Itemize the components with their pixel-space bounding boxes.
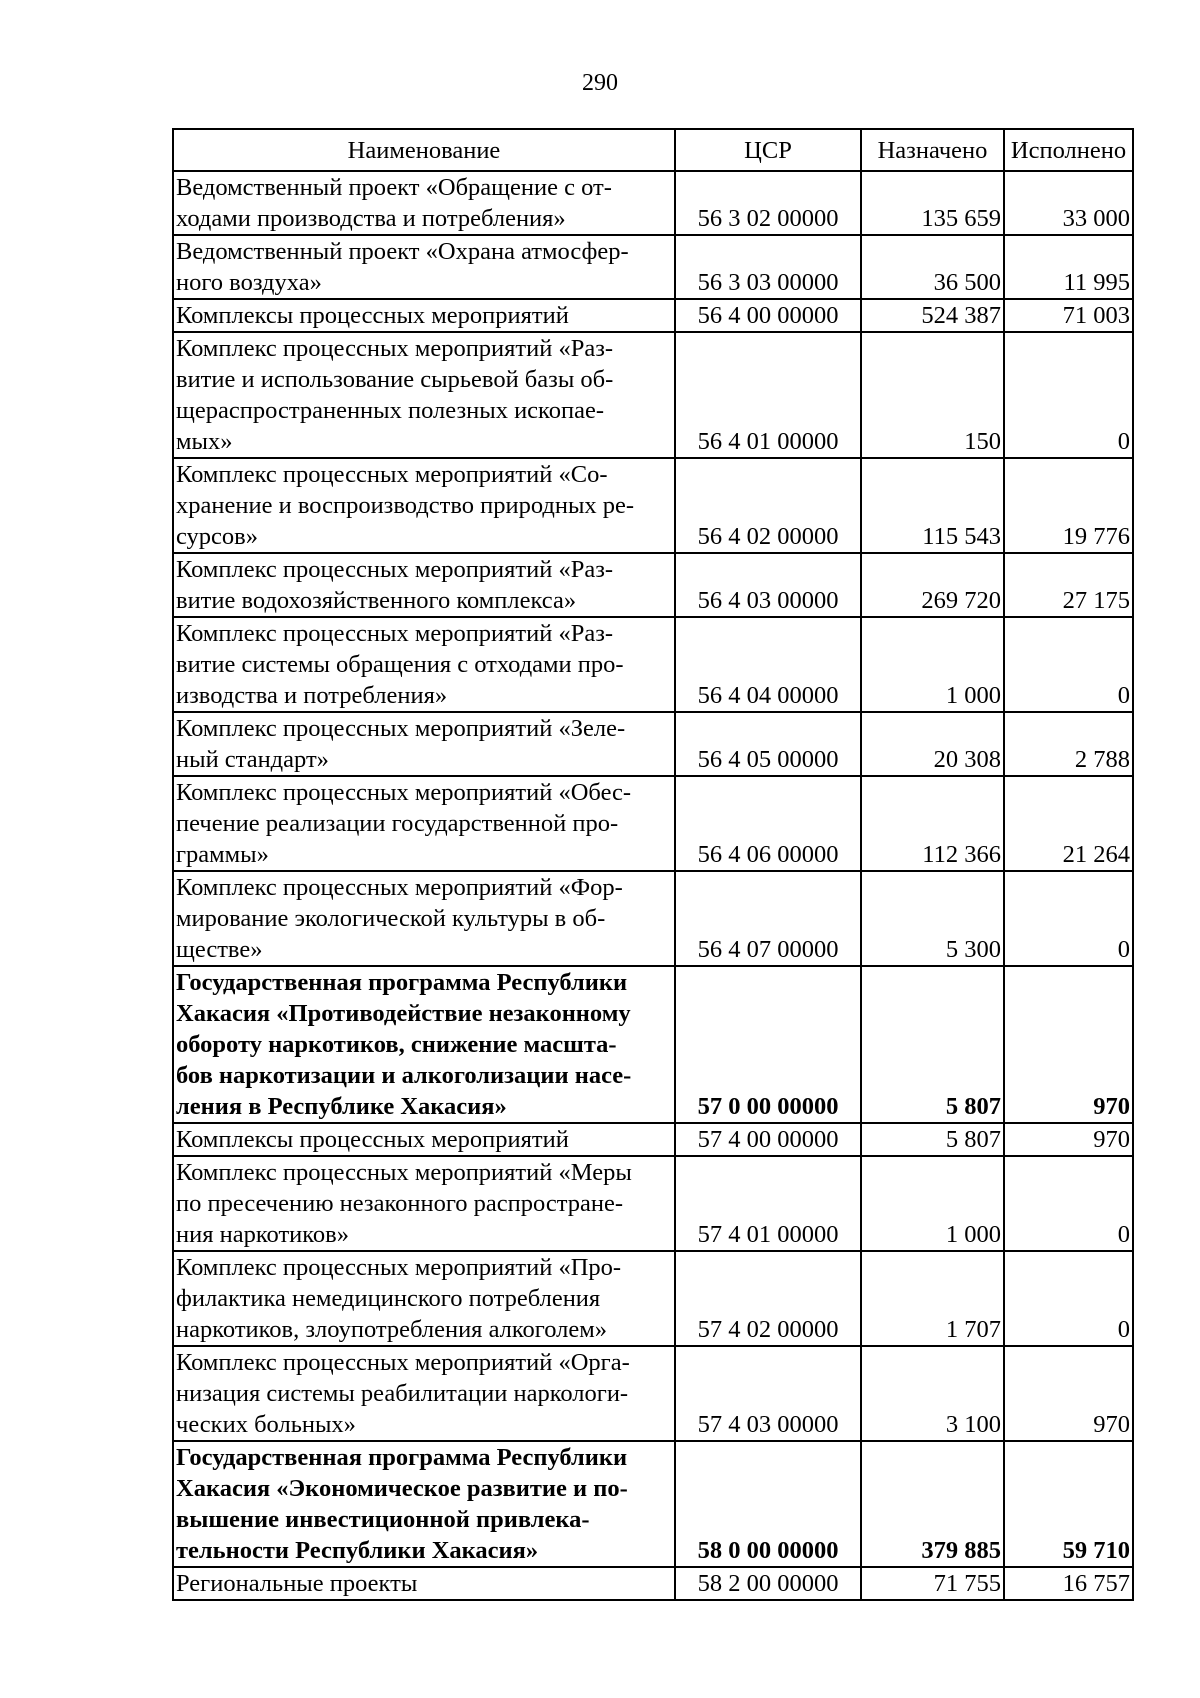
row-executed: 71 003 xyxy=(1004,299,1133,332)
table-body xyxy=(173,171,1133,1600)
row-executed: 27 175 xyxy=(1004,553,1133,617)
row-csr: 56 4 00 00000 xyxy=(675,299,861,332)
row-name: Комплексы процессных мероприятий xyxy=(173,1123,675,1156)
row-csr: 56 4 02 00000 xyxy=(675,458,861,553)
row-assigned: 3 100 xyxy=(861,1346,1004,1441)
table-row xyxy=(173,171,1133,235)
row-csr: 56 4 06 00000 xyxy=(675,776,861,871)
row-name: Комплекс процессных мероприятий «Орга- низация системы реабилитации наркологи- ческих больных» xyxy=(173,1346,675,1441)
row-assigned: 71 755 xyxy=(861,1567,1004,1600)
header-executed: Исполнено xyxy=(1004,129,1133,171)
header-csr: ЦСР xyxy=(675,129,861,171)
row-assigned: 36 500 xyxy=(861,235,1004,299)
table-row xyxy=(173,458,1133,553)
row-assigned: 150 xyxy=(861,332,1004,458)
row-assigned: 20 308 xyxy=(861,712,1004,776)
row-name: Комплексы процессных мероприятий xyxy=(173,299,675,332)
row-name: Комплекс процессных мероприятий «Зеле- ный стандарт» xyxy=(173,712,675,776)
table-row xyxy=(173,712,1133,776)
row-executed: 21 264 xyxy=(1004,776,1133,871)
row-executed: 2 788 xyxy=(1004,712,1133,776)
table-row xyxy=(173,966,1133,1123)
row-name: Государственная программа Республики Хакасия «Противодействие незаконному обороту наркотиков, снижение масшта- бов наркотизации и алкоголизации насе- ления в Республике Хакасия» xyxy=(173,966,675,1123)
table-row xyxy=(173,1156,1133,1251)
row-executed: 0 xyxy=(1004,332,1133,458)
row-name: Комплекс процессных мероприятий «Раз- витие системы обращения с отходами про- изводства и потребления» xyxy=(173,617,675,712)
header-name: Наименование xyxy=(173,129,675,171)
table-row xyxy=(173,1346,1133,1441)
row-csr: 57 4 00 00000 xyxy=(675,1123,861,1156)
table-row xyxy=(173,1567,1133,1600)
row-csr: 56 4 01 00000 xyxy=(675,332,861,458)
row-executed: 970 xyxy=(1004,1123,1133,1156)
row-csr: 56 4 07 00000 xyxy=(675,871,861,966)
row-assigned: 269 720 xyxy=(861,553,1004,617)
row-assigned: 1 000 xyxy=(861,617,1004,712)
row-executed: 0 xyxy=(1004,1156,1133,1251)
row-executed: 970 xyxy=(1004,1346,1133,1441)
table-header-row xyxy=(173,129,1133,171)
row-assigned: 5 807 xyxy=(861,966,1004,1123)
row-assigned: 135 659 xyxy=(861,171,1004,235)
row-assigned: 112 366 xyxy=(861,776,1004,871)
table-row xyxy=(173,1123,1133,1156)
row-assigned: 5 807 xyxy=(861,1123,1004,1156)
row-name: Ведомственный проект «Обращение с от- ходами производства и потребления» xyxy=(173,171,675,235)
table-row xyxy=(173,332,1133,458)
row-csr: 56 4 03 00000 xyxy=(675,553,861,617)
row-name: Ведомственный проект «Охрана атмосфер- ного воздуха» xyxy=(173,235,675,299)
row-csr: 57 0 00 00000 xyxy=(675,966,861,1123)
row-executed: 0 xyxy=(1004,871,1133,966)
header-assigned: Назначено xyxy=(861,129,1004,171)
row-executed: 0 xyxy=(1004,617,1133,712)
row-csr: 56 3 03 00000 xyxy=(675,235,861,299)
table-row xyxy=(173,776,1133,871)
row-name: Комплекс процессных мероприятий «Раз- витие и использование сырьевой базы об- щераспространенных полезных ископае- мых» xyxy=(173,332,675,458)
row-csr: 57 4 03 00000 xyxy=(675,1346,861,1441)
row-csr: 56 4 05 00000 xyxy=(675,712,861,776)
row-csr: 57 4 01 00000 xyxy=(675,1156,861,1251)
row-executed: 0 xyxy=(1004,1251,1133,1346)
table-row xyxy=(173,553,1133,617)
table-row xyxy=(173,299,1133,332)
row-assigned: 1 707 xyxy=(861,1251,1004,1346)
row-csr: 56 4 04 00000 xyxy=(675,617,861,712)
table-row xyxy=(173,871,1133,966)
row-executed: 19 776 xyxy=(1004,458,1133,553)
row-csr: 58 0 00 00000 xyxy=(675,1441,861,1567)
budget-table xyxy=(172,128,1134,1601)
row-csr: 58 2 00 00000 xyxy=(675,1567,861,1600)
row-assigned: 115 543 xyxy=(861,458,1004,553)
row-name: Региональные проекты xyxy=(173,1567,675,1600)
row-assigned: 379 885 xyxy=(861,1441,1004,1567)
row-name: Комплекс процессных мероприятий «Раз- витие водохозяйственного комплекса» xyxy=(173,553,675,617)
row-assigned: 524 387 xyxy=(861,299,1004,332)
row-name: Комплекс процессных мероприятий «Меры по пресечению незаконного распростране- ния наркотиков» xyxy=(173,1156,675,1251)
row-name: Комплекс процессных мероприятий «Про- филактика немедицинского потребления наркотиков, злоупотребления алкоголем» xyxy=(173,1251,675,1346)
row-csr: 57 4 02 00000 xyxy=(675,1251,861,1346)
row-name: Комплекс процессных мероприятий «Фор- мирование экологической культуры в об- ществе» xyxy=(173,871,675,966)
page-number: 290 xyxy=(582,70,618,96)
table-row xyxy=(173,1251,1133,1346)
row-executed: 970 xyxy=(1004,966,1133,1123)
table-row xyxy=(173,617,1133,712)
row-assigned: 1 000 xyxy=(861,1156,1004,1251)
table-row xyxy=(173,1441,1133,1567)
row-csr: 56 3 02 00000 xyxy=(675,171,861,235)
row-assigned: 5 300 xyxy=(861,871,1004,966)
row-executed: 11 995 xyxy=(1004,235,1133,299)
row-executed: 16 757 xyxy=(1004,1567,1133,1600)
row-name: Комплекс процессных мероприятий «Обес- печение реализации государственной про- граммы» xyxy=(173,776,675,871)
row-name: Государственная программа Республики Хакасия «Экономическое развитие и по- вышение инвестиционной привлека- тельности Республики Хакасия» xyxy=(173,1441,675,1567)
table-row xyxy=(173,235,1133,299)
row-executed: 59 710 xyxy=(1004,1441,1133,1567)
row-name: Комплекс процессных мероприятий «Со- хранение и воспроизводство природных ре- сурсов» xyxy=(173,458,675,553)
row-executed: 33 000 xyxy=(1004,171,1133,235)
